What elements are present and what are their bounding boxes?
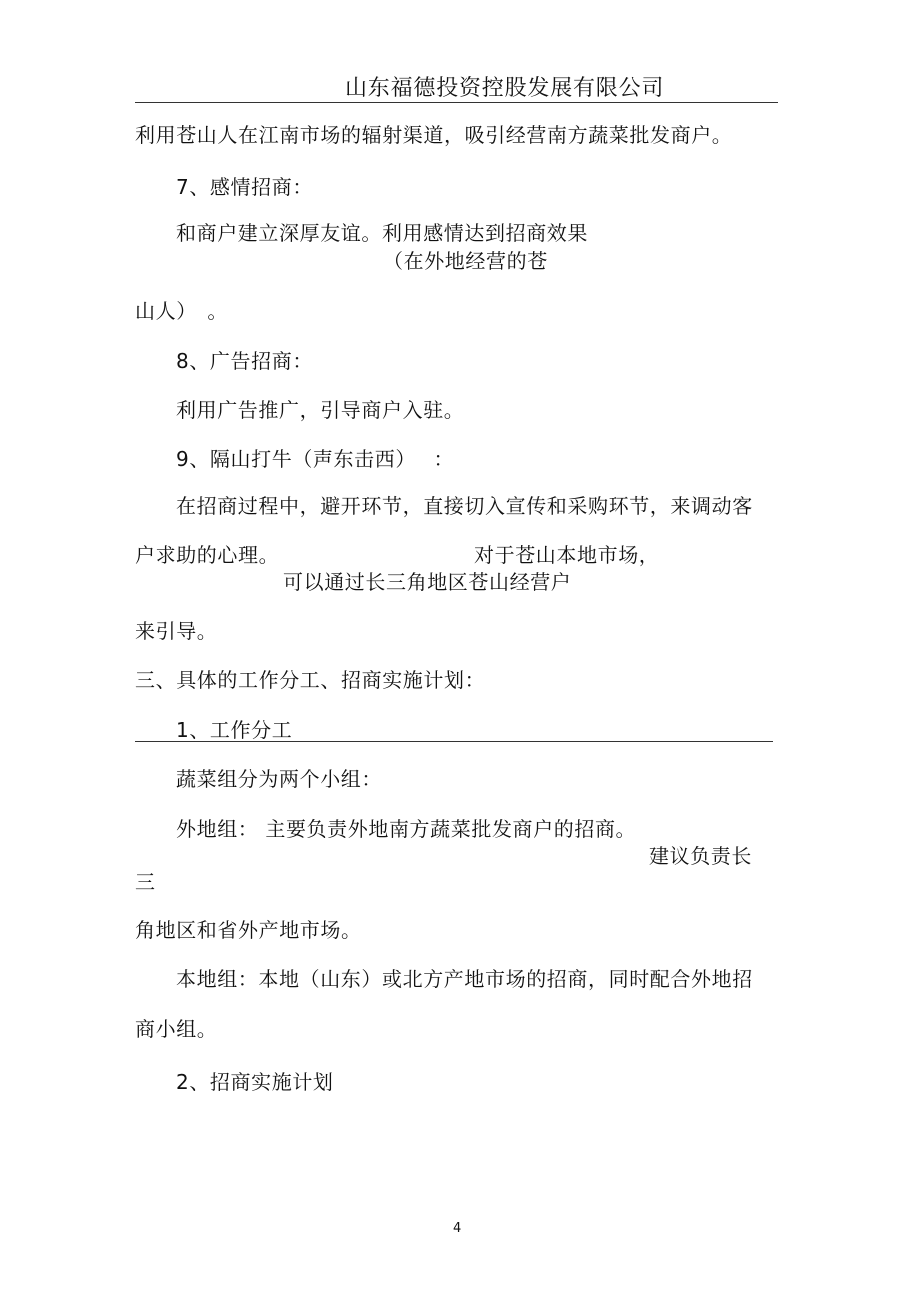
body-line: 对于苍山本地市场， <box>474 543 660 567</box>
body-line: 建议负责长 <box>649 844 752 868</box>
body-line: 利用广告推广，引导商户入驻。 <box>176 398 465 422</box>
body-line: 商小组。 <box>135 1017 218 1041</box>
body-line: （在外地经营的苍 <box>383 249 548 273</box>
section-heading-ad-investment: 8、广告招商： <box>176 349 313 373</box>
subsection-heading-work-division: 1、工作分工 <box>176 718 293 742</box>
chapter-heading-division-of-work: 三、具体的工作分工、招商实施计划： <box>135 668 486 692</box>
body-line: 和商户建立深厚友谊。利用感情达到招商效果 <box>176 221 588 245</box>
body-line: 户求助的心理。 <box>135 543 280 567</box>
body-line: 利用苍山人在江南市场的辐射渠道，吸引经营南方蔬菜批发商户。 <box>135 123 733 147</box>
page-number: 4 <box>453 1221 462 1236</box>
body-line: 来引导。 <box>135 619 218 643</box>
body-line: 在招商过程中，避开环节，直接切入宣传和采购环节，来调动客 <box>176 494 753 518</box>
header-company-name: 山东福德投资控股发展有限公司 <box>345 76 665 101</box>
body-line: 外地组： 主要负责外地南方蔬菜批发商户的招商。 <box>176 817 637 841</box>
body-line: 蔬菜组分为两个小组： <box>176 767 382 791</box>
body-line: 可以通过长三角地区苍山经营户 <box>283 570 572 594</box>
body-line: 本地组：本地（山东）或北方产地市场的招商，同时配合外地招 <box>176 967 753 991</box>
body-line: 山人） 。 <box>135 299 228 323</box>
section-rule <box>135 741 773 742</box>
header-rule <box>135 102 778 103</box>
section-heading-emotional-investment: 7、感情招商： <box>176 175 313 199</box>
body-line: 三 <box>135 870 156 894</box>
subsection-heading-implementation-plan: 2、招商实施计划 <box>176 1070 334 1094</box>
body-line: 角地区和省外产地市场。 <box>135 918 362 942</box>
section-heading-indirect-strategy: 9、隔山打牛（声东击西） ： <box>176 447 455 471</box>
